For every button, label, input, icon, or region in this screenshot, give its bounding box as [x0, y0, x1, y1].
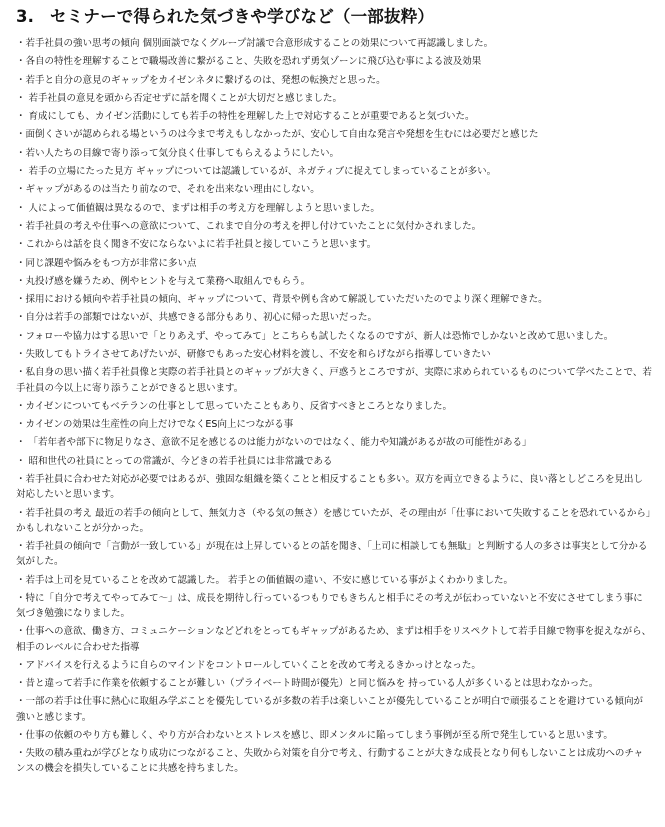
feedback-item: ・若手は上司を見ていることを改めて認識した。 若手との価値観の違い、不安に感じている事がよくわかりました。	[16, 574, 514, 586]
feedback-item: ・ギャップがあるのは当たり前なので、それを出来ない理由にしない。	[16, 184, 320, 196]
feedback-item: ・若手社員の強い思考の傾向 個別面談でなくグループ討議で合意形成することの効果について再認識しました。	[16, 38, 494, 49]
feedback-item: ・カイゼンの効果は生産性の向上だけでなくES向上につながる事	[16, 419, 294, 431]
section-heading	[16, 6, 434, 28]
feedback-item: ・仕事の依頼のやり方も難しく、やり方が合わないとストレスを感じ、即メンタルに陥ってしまう事例が至る所で発生していると思います。	[16, 729, 613, 741]
feedback-item: ・ 「若年者や部下に物足りなさ、意欲不足を感じるのは能力がないのではなく、能力や知識があるが故の可能性がある」	[16, 437, 532, 449]
feedback-item: ・ 若手の立場にたった見方 ギャップについては認識しているが、ネガティブに捉えてしまっていることが多い。	[16, 166, 497, 178]
feedback-item: ・フォローや協力はする思いで「とりあえず、やってみて」とこちらも試したくなるのですが、新人は恐怖でしかないと改めて思いました。	[16, 330, 614, 342]
feedback-item: ・昔と違って若手に作業を依頼することが難しい（プライベート時間が優先）と同じ悩みを 持っている人が多くいるとは思わなかった。	[16, 678, 599, 690]
feedback-item: ・丸投げ感を嫌うため、例やヒントを与えて業務へ取組んでもらう。	[16, 275, 311, 287]
feedback-item: ・若手社員の考え 最近の若手の傾向として、無気力さ（やる気の無さ）を感じていたが、その理由が「仕事において失敗することを恐れているから」かもしれないことが分かった。	[16, 507, 651, 534]
feedback-item: ・ 若手社員の意見を頭から否定せずに話を聞くことが大切だと感じました。	[16, 92, 343, 104]
section-number: 3.	[16, 7, 35, 26]
section-title: セミナーで得られた気づきや学びなど（一部抜粋）	[50, 7, 435, 26]
feedback-item: ・面倒くさいが認められる場というのは今まで考えもしなかったが、安心して自由な発言や発想を生むには必要だと感じた	[16, 129, 539, 141]
feedback-list	[16, 36, 652, 780]
feedback-item: ・若手社員に合わせた対応が必要ではあるが、強固な組織を築くことと相反することも多い。双方を両立できるように、良い落としどころを見出し対応したいと思います。	[16, 474, 644, 501]
feedback-item: ・仕事への意欲、働き方、コミュニケーションなどどれをとってもギャップがあるため、まずは相手をリスペクトして若手目線で物事を捉えながら、相手のレベルに合わせた指導	[16, 626, 652, 653]
feedback-item: ・ 育成にしても、カイゼン活動にしても若手の特性を理解した上で対応することが重要であると気づいた。	[16, 111, 475, 123]
feedback-item: ・採用における傾向や若手社員の傾向、ギャップについて、背景や例も含めて解説していただいたのでより深く理解できた。	[16, 294, 548, 306]
feedback-item: ・失敗の積み重ねが学びとなり成功につながること、失敗から対策を自分で考え、行動することが大きな成長となり何もしないことは成功へのチャンスの機会を損失していることに共感を持ちました。	[16, 748, 644, 775]
feedback-item: ・若手社員の考えや仕事への意欲について、これまで自分の考えを押し付けていたことに気付かされました。	[16, 220, 482, 232]
feedback-item: ・各自の特性を理解することで職場改善に繋がること、失敗を恐れず勇気ゾーンに飛び込む事による波及効果	[16, 56, 482, 68]
feedback-item: ・若手社員の傾向で「言動が一致している」が現在は上昇しているとの話を聞き、「上司に相談しても無駄」と判断する人の多さは事実として分かる気がした。	[16, 541, 648, 568]
feedback-item: ・同じ課題や悩みをもつ方が非常に多い点	[16, 257, 197, 269]
feedback-item: ・一部の若手は仕事に熱心に取組み学ぶことを優先しているが多数の若手は楽しいことが優先していることが明白で頑張ることを避けている傾向が強いと感じます。	[16, 696, 644, 723]
feedback-item: ・ 昭和世代の社員にとっての常識が、今どきの若手社員には非常識である	[16, 455, 333, 467]
feedback-item: ・若手と自分の意見のギャップをカイゼンネタに繋げるのは、発想の転換だと思った。	[16, 74, 386, 86]
feedback-item: ・私自身の思い描く若手社員像と実際の若手社員とのギャップが大きく、戸惑うところですが、実際に求められているものについて学べたことで、若手社員の今以上に寄り添うことができると思います。	[16, 367, 652, 394]
feedback-item: ・特に「自分で考えてやってみて～」は、成長を期待し行っているつもりでもきちんと相手にその考えが伝わっていないと不安にさせてしまう事に気づき勉強になりました。	[16, 592, 643, 620]
feedback-item: ・ 人によって価値観は異なるので、まずは相手の考え方を理解しようと思いました。	[16, 202, 380, 214]
feedback-item: ・これからは話を良く聞き不安にならないよに若手社員と接していこうと思います。	[16, 239, 377, 251]
feedback-item: ・自分は若手の部類ではないが、共感できる部分もあり、初心に帰った思いだった。	[16, 312, 378, 324]
feedback-item: ・若い人たちの目線で寄り添って気分良く仕事してもらえるようにしたい。	[16, 147, 340, 159]
feedback-item: ・失敗してもトライさせてあげたいが、研修でもあった安心材料を渡し、不安を和らげながら指導していきたい	[16, 349, 491, 361]
feedback-item: ・アドバイスを行えるように自らのマインドをコントロールしていくことを改めて考えるきかっけとなった。	[16, 659, 481, 671]
feedback-item: ・カイゼンについてもベテランの仕事として思っていたこともあり、反省すべきところとなりました。	[16, 400, 453, 412]
